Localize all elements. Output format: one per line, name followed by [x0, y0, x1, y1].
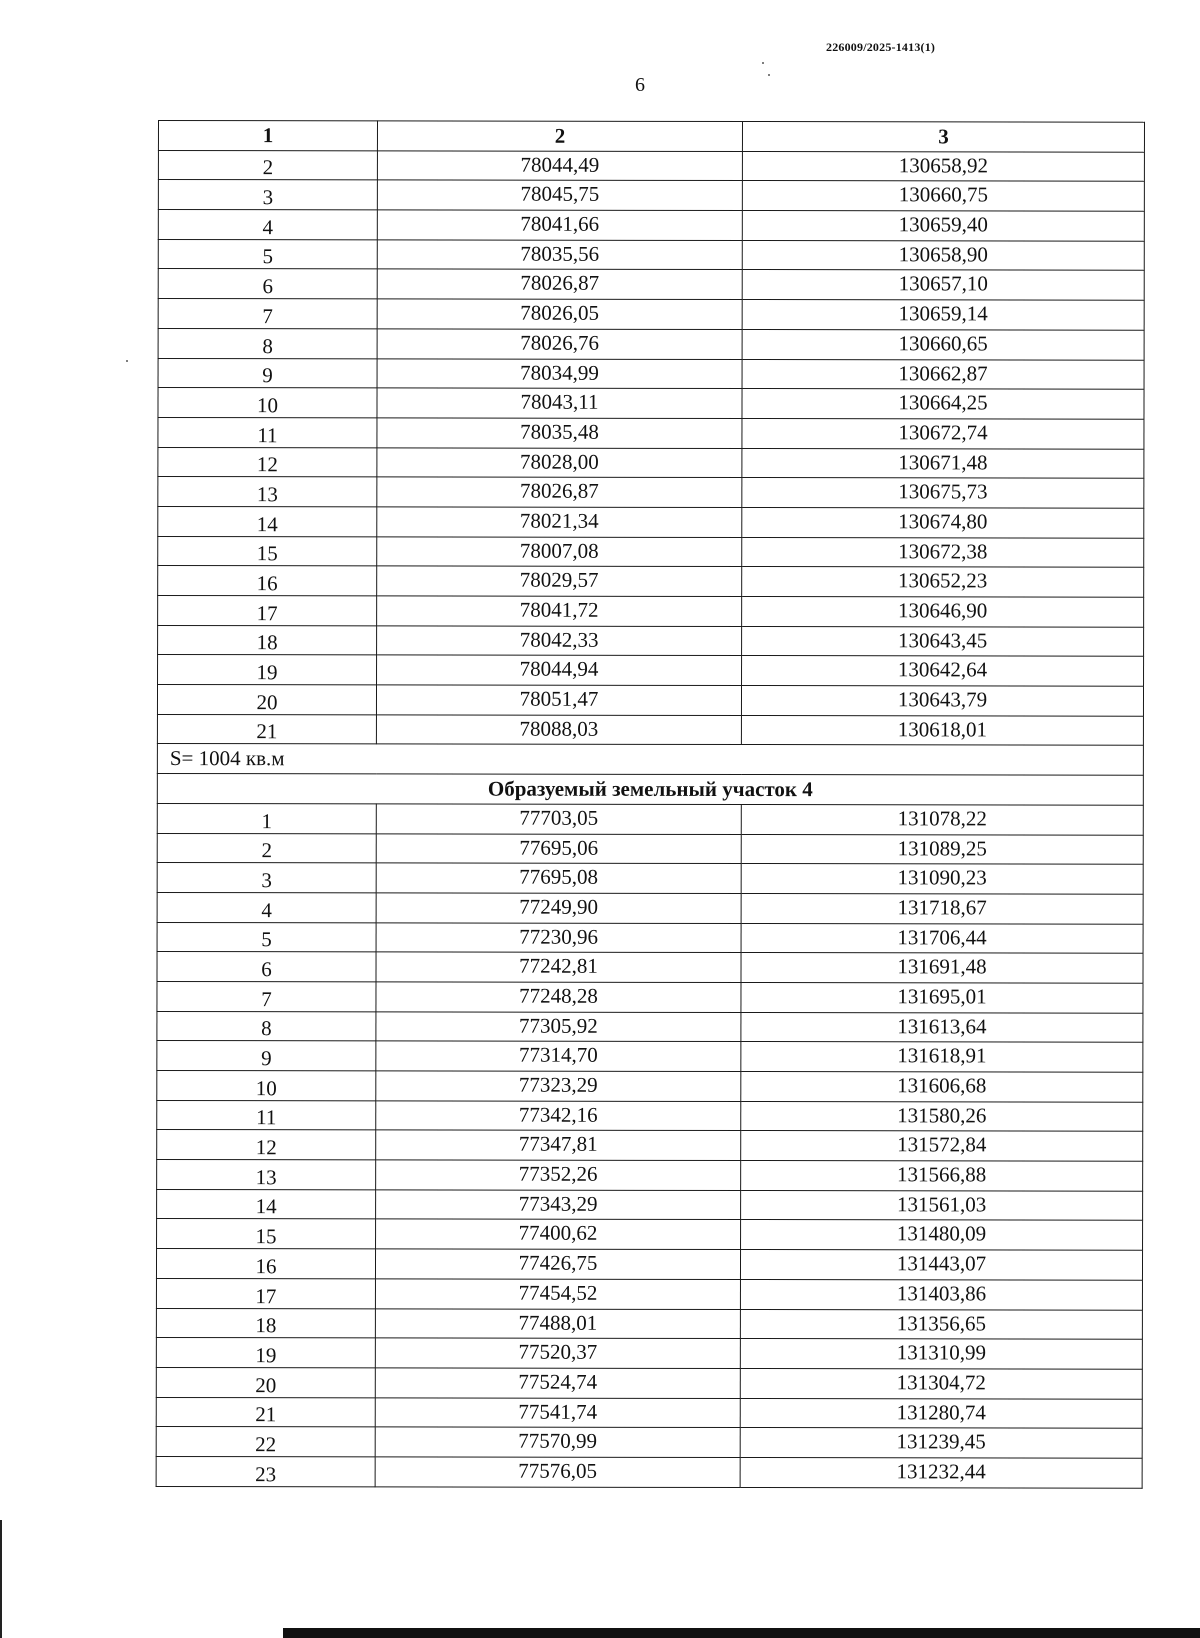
- x-coordinate-cell: 78026,05: [377, 299, 742, 329]
- table-row: [158, 417, 1144, 448]
- x-coordinate-cell: 77426,75: [375, 1249, 740, 1279]
- table-row: [157, 1041, 1143, 1072]
- area-row: [157, 744, 1143, 775]
- table-row: [157, 922, 1143, 953]
- table-row: [158, 328, 1144, 359]
- point-number-cell: 23: [156, 1456, 375, 1486]
- x-coordinate-cell: 77352,26: [376, 1160, 741, 1190]
- point-number-cell: 16: [158, 566, 377, 596]
- y-coordinate-cell: 131090,23: [741, 864, 1143, 894]
- y-coordinate-cell: 130664,25: [742, 389, 1144, 419]
- y-coordinate-cell: 131613,64: [741, 1012, 1143, 1042]
- table-row: [158, 269, 1144, 300]
- coordinates-table: [156, 120, 1145, 1488]
- y-coordinate-cell: 130618,01: [741, 715, 1143, 745]
- x-coordinate-cell: 78026,87: [377, 477, 742, 507]
- table-row: [158, 150, 1144, 181]
- x-coordinate-cell: 78007,08: [377, 537, 742, 567]
- scan-edge-bottom: [283, 1628, 1200, 1638]
- y-coordinate-cell: 131356,65: [740, 1309, 1142, 1339]
- x-coordinate-cell: 77703,05: [376, 804, 741, 834]
- scan-speck: [768, 74, 770, 76]
- y-coordinate-cell: 130660,65: [742, 329, 1144, 359]
- x-coordinate-cell: 77524,74: [375, 1368, 740, 1398]
- scan-edge-left: [0, 1520, 2, 1638]
- point-number-cell: 21: [157, 714, 376, 744]
- table-row: [158, 536, 1144, 567]
- y-coordinate-cell: 131443,07: [740, 1250, 1142, 1280]
- y-coordinate-cell: 131691,48: [741, 953, 1143, 983]
- point-number-cell: 8: [157, 1011, 376, 1041]
- point-number-cell: 18: [156, 1308, 375, 1338]
- x-coordinate-cell: 78026,76: [377, 329, 742, 359]
- x-coordinate-cell: 78035,48: [377, 418, 742, 448]
- x-coordinate-cell: 77570,99: [375, 1427, 740, 1457]
- table-row: [158, 358, 1144, 389]
- table-row: [158, 299, 1144, 330]
- y-coordinate-cell: 131403,86: [740, 1279, 1142, 1309]
- y-coordinate-cell: 131606,68: [741, 1072, 1143, 1102]
- point-number-cell: 14: [157, 1189, 376, 1219]
- scan-speck: [762, 62, 764, 64]
- x-coordinate-cell: 77541,74: [375, 1397, 740, 1427]
- point-number-cell: 8: [158, 328, 377, 358]
- y-coordinate-cell: 130659,40: [742, 211, 1144, 241]
- y-coordinate-cell: 131232,44: [740, 1457, 1142, 1487]
- point-number-cell: 15: [158, 536, 377, 566]
- y-coordinate-cell: 130662,87: [742, 359, 1144, 389]
- point-number-cell: 3: [158, 180, 377, 210]
- y-coordinate-cell: 130675,73: [742, 478, 1144, 508]
- point-number-cell: 9: [157, 1041, 376, 1071]
- point-number-cell: 10: [157, 1070, 376, 1100]
- x-coordinate-cell: 77488,01: [375, 1308, 740, 1338]
- column-header-3: 3: [742, 122, 1144, 152]
- table-row: [157, 952, 1143, 983]
- point-number-cell: 20: [157, 685, 376, 715]
- x-coordinate-cell: 78051,47: [376, 685, 741, 715]
- y-coordinate-cell: 131280,74: [740, 1398, 1142, 1428]
- x-coordinate-cell: 78021,34: [377, 507, 742, 537]
- y-coordinate-cell: 130643,79: [741, 686, 1143, 716]
- table-row: [157, 1219, 1143, 1250]
- x-coordinate-cell: 77454,52: [375, 1279, 740, 1309]
- table-row: [158, 388, 1144, 419]
- point-number-cell: 20: [156, 1367, 375, 1397]
- x-coordinate-cell: 78044,49: [377, 151, 742, 181]
- section-title: Образуемый земельный участок 4: [157, 774, 1143, 805]
- table-row: [156, 1367, 1142, 1398]
- point-number-cell: 17: [158, 596, 377, 626]
- y-coordinate-cell: 130652,23: [742, 567, 1144, 597]
- table-row: [156, 1308, 1142, 1339]
- table-row: [158, 566, 1144, 597]
- table-row: [156, 1338, 1142, 1369]
- table-row: [157, 1130, 1143, 1161]
- table-row: [158, 477, 1144, 508]
- table-row: [157, 833, 1143, 864]
- point-number-cell: 6: [157, 952, 376, 982]
- x-coordinate-cell: 77520,37: [375, 1338, 740, 1368]
- point-number-cell: 13: [158, 477, 377, 507]
- point-number-cell: 11: [158, 417, 377, 447]
- table-row: [158, 625, 1144, 656]
- x-coordinate-cell: 78028,00: [377, 447, 742, 477]
- y-coordinate-cell: 130643,45: [742, 626, 1144, 656]
- x-coordinate-cell: 78044,94: [377, 655, 742, 685]
- table-row: [156, 1427, 1142, 1458]
- y-coordinate-cell: 131089,25: [741, 834, 1143, 864]
- table-row: [158, 447, 1144, 478]
- x-coordinate-cell: 77343,29: [376, 1190, 741, 1220]
- x-coordinate-cell: 78041,66: [377, 210, 742, 240]
- y-coordinate-cell: 131480,09: [741, 1220, 1143, 1250]
- point-number-cell: 16: [156, 1249, 375, 1279]
- point-number-cell: 5: [157, 922, 376, 952]
- point-number-cell: 12: [157, 1130, 376, 1160]
- point-number-cell: 19: [156, 1338, 375, 1368]
- x-coordinate-cell: 78042,33: [377, 626, 742, 656]
- y-coordinate-cell: 131304,72: [740, 1368, 1142, 1398]
- y-coordinate-cell: 130657,10: [742, 270, 1144, 300]
- y-coordinate-cell: 131695,01: [741, 982, 1143, 1012]
- table-row: [158, 239, 1144, 270]
- y-coordinate-cell: 131566,88: [741, 1161, 1143, 1191]
- point-number-cell: 9: [158, 358, 377, 388]
- table-row: [157, 1100, 1143, 1131]
- y-coordinate-cell: 131239,45: [740, 1428, 1142, 1458]
- table-row: [157, 1011, 1143, 1042]
- table-row: [157, 685, 1143, 716]
- table-row: [157, 863, 1143, 894]
- table-row: [157, 981, 1143, 1012]
- point-number-cell: 17: [156, 1278, 375, 1308]
- x-coordinate-cell: 77695,08: [376, 863, 741, 893]
- point-number-cell: 18: [158, 625, 377, 655]
- table-row: [157, 1189, 1143, 1220]
- point-number-cell: 15: [157, 1219, 376, 1249]
- table-row: [158, 180, 1144, 211]
- point-number-cell: 6: [158, 269, 377, 299]
- table-row: [156, 1249, 1142, 1280]
- table-row: [157, 714, 1143, 745]
- y-coordinate-cell: 130658,90: [742, 240, 1144, 270]
- point-number-cell: 22: [156, 1427, 375, 1457]
- x-coordinate-cell: 77576,05: [375, 1457, 740, 1487]
- y-coordinate-cell: 131618,91: [741, 1042, 1143, 1072]
- point-number-cell: 13: [157, 1160, 376, 1190]
- point-number-cell: 12: [158, 447, 377, 477]
- point-number-cell: 7: [158, 299, 377, 329]
- x-coordinate-cell: 77248,28: [376, 982, 741, 1012]
- y-coordinate-cell: 131706,44: [741, 923, 1143, 953]
- y-coordinate-cell: 131572,84: [741, 1131, 1143, 1161]
- y-coordinate-cell: 130642,64: [742, 656, 1144, 686]
- point-number-cell: 4: [158, 210, 377, 240]
- area-cell: S= 1004 кв.м: [157, 744, 1143, 775]
- y-coordinate-cell: 131078,22: [741, 804, 1143, 834]
- table-row: [158, 655, 1144, 686]
- x-coordinate-cell: 77249,90: [376, 893, 741, 923]
- point-number-cell: 2: [157, 833, 376, 863]
- y-coordinate-cell: 130674,80: [742, 507, 1144, 537]
- column-header-1: 1: [158, 121, 377, 151]
- y-coordinate-cell: 130671,48: [742, 448, 1144, 478]
- point-number-cell: 1: [157, 803, 376, 833]
- table-row: [156, 1397, 1142, 1428]
- x-coordinate-cell: 78045,75: [377, 180, 742, 210]
- table-row: [156, 1278, 1142, 1309]
- point-number-cell: 3: [157, 863, 376, 893]
- scan-speck: [126, 360, 128, 362]
- document-number: 226009/2025-1413(1): [826, 40, 936, 54]
- point-number-cell: 10: [158, 388, 377, 418]
- table-row: [158, 506, 1144, 537]
- y-coordinate-cell: 130672,38: [742, 537, 1144, 567]
- x-coordinate-cell: 78041,72: [377, 596, 742, 626]
- y-coordinate-cell: 131718,67: [741, 893, 1143, 923]
- y-coordinate-cell: 130672,74: [742, 418, 1144, 448]
- point-number-cell: 2: [158, 150, 377, 180]
- table-header-row: [158, 121, 1144, 152]
- point-number-cell: 11: [157, 1100, 376, 1130]
- y-coordinate-cell: 130660,75: [742, 181, 1144, 211]
- coordinates-table-body: [156, 121, 1144, 1488]
- table-row: [157, 803, 1143, 834]
- x-coordinate-cell: 78043,11: [377, 388, 742, 418]
- table-row: [158, 210, 1144, 241]
- point-number-cell: 14: [158, 506, 377, 536]
- x-coordinate-cell: 78029,57: [377, 566, 742, 596]
- x-coordinate-cell: 77230,96: [376, 922, 741, 952]
- table-row: [158, 596, 1144, 627]
- page-number: 6: [635, 74, 645, 96]
- table-row: [157, 1070, 1143, 1101]
- x-coordinate-cell: 77695,06: [376, 833, 741, 863]
- table-row: [157, 892, 1143, 923]
- table-row: [157, 1160, 1143, 1191]
- x-coordinate-cell: 77347,81: [376, 1130, 741, 1160]
- x-coordinate-cell: 77305,92: [376, 1012, 741, 1042]
- x-coordinate-cell: 77242,81: [376, 952, 741, 982]
- x-coordinate-cell: 77314,70: [376, 1041, 741, 1071]
- point-number-cell: 21: [156, 1397, 375, 1427]
- y-coordinate-cell: 131561,03: [741, 1190, 1143, 1220]
- point-number-cell: 4: [157, 892, 376, 922]
- x-coordinate-cell: 78034,99: [377, 358, 742, 388]
- y-coordinate-cell: 130646,90: [742, 597, 1144, 627]
- y-coordinate-cell: 130658,92: [742, 151, 1144, 181]
- point-number-cell: 5: [158, 239, 377, 269]
- x-coordinate-cell: 77400,62: [376, 1219, 741, 1249]
- point-number-cell: 19: [158, 655, 377, 685]
- x-coordinate-cell: 77323,29: [376, 1071, 741, 1101]
- x-coordinate-cell: 78088,03: [376, 715, 741, 745]
- point-number-cell: 7: [157, 981, 376, 1011]
- x-coordinate-cell: 78035,56: [377, 240, 742, 270]
- y-coordinate-cell: 130659,14: [742, 300, 1144, 330]
- x-coordinate-cell: 77342,16: [376, 1101, 741, 1131]
- column-header-2: 2: [377, 121, 742, 151]
- x-coordinate-cell: 78026,87: [377, 269, 742, 299]
- y-coordinate-cell: 131310,99: [740, 1339, 1142, 1369]
- section-title-row: [157, 774, 1143, 805]
- table-row: [156, 1456, 1142, 1487]
- y-coordinate-cell: 131580,26: [741, 1101, 1143, 1131]
